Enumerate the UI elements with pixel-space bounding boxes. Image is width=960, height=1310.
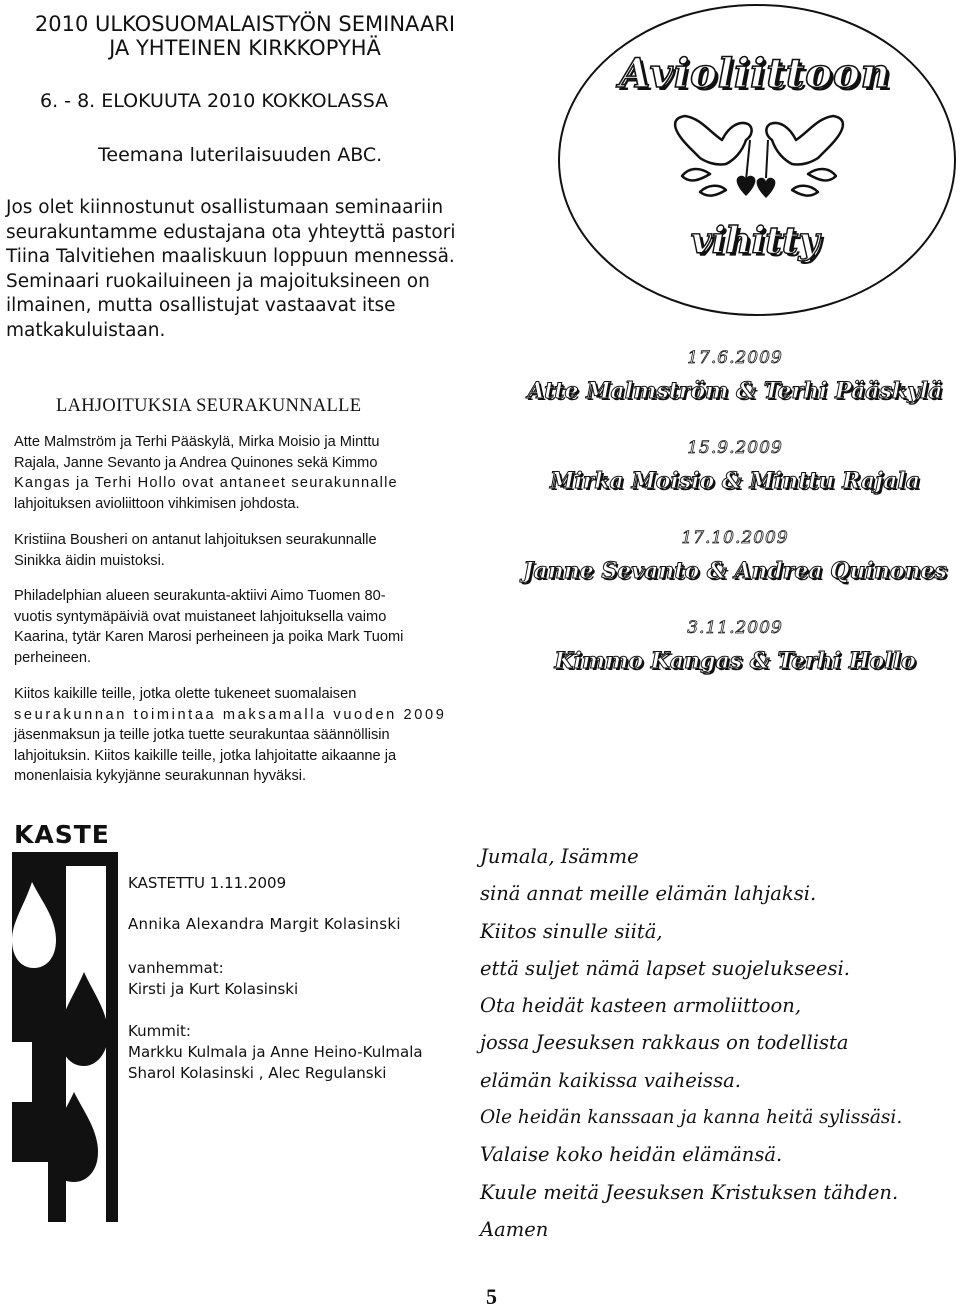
baptism-date: KASTETTU 1.11.2009 (128, 874, 287, 892)
prayer-line: jossa Jeesuksen rakkaus on todellista (480, 1031, 849, 1055)
prayer-line: Jumala, Isämme (480, 845, 639, 868)
wedding-date: 15.9.2009 (687, 438, 783, 458)
baptism-prayer (480, 838, 958, 1248)
prayer-line: Ole heidän kanssaan ja kanna heitä sylissäsi. (480, 1107, 903, 1129)
donations-line: seurakunnan toimintaa maksamalla vuoden 2009 (14, 706, 447, 723)
baptism-godparents-label: Kummit: (128, 1022, 191, 1040)
donations-line: perheineen. (14, 649, 92, 666)
prayer-line: sinä annat meille elämän lahjaksi. (480, 882, 817, 906)
baptism-child-name: Annika Alexandra Margit Kolasinski (128, 915, 401, 933)
donations-line: lahjoituksin. Kiitos kaikille teille, jotka lahjoitatte aikaanne ja (14, 747, 397, 764)
wedding-date: 3.11.2009 (687, 618, 783, 638)
baptism-parents-label: vanhemmat: (128, 959, 224, 977)
prayer-line: Kiitos sinulle siitä, (480, 919, 663, 943)
marriage-subtitle: vihitty (690, 220, 820, 262)
seminar-body-line: ilmainen, mutta osallistujat vastaavat itse (6, 295, 396, 316)
wedding-couple: Mirka Moisio & Minttu Rajala (550, 468, 920, 494)
donations-line: jäsenmaksun ja teille jotka tuette seurakuntaa säännöllisin (14, 727, 390, 743)
donations-paragraph (14, 684, 464, 787)
donations-line: monenlaisia kykyjänne seurakunnan hyväksi. (14, 768, 307, 784)
donations-line: lahjoituksen avioliittoon vihkimisen johdosta. (14, 495, 300, 512)
donations-line: vuotis syntymäpäiviä ovat muistaneet lahjoituksella vaimo (14, 608, 387, 625)
marriage-title: Avioliittoon (619, 50, 891, 97)
wedding-couple: Kimmo Kangas & Terhi Hollo (554, 648, 916, 674)
seminar-body-line: matkakuluistaan. (6, 319, 166, 341)
seminar-body (6, 196, 476, 343)
donations-heading: LAHJOITUKSIA SEURAKUNNALLE (56, 396, 362, 416)
baptism-parents: Kirsti ja Kurt Kolasinski (128, 980, 299, 998)
donations-line: Kaarina, tytär Karen Marosi perheineen ja poika Mark Tuomi (14, 629, 404, 645)
donations-line: Atte Malmström ja Terhi Pääskylä, Mirka Moisio ja Minttu (14, 434, 380, 450)
donations-line: Kangas ja Terhi Hollo ovat antaneet seurakunnalle (14, 475, 398, 491)
baptism-label: KASTE (14, 820, 110, 849)
prayer-line: elämän kaikissa vaiheissa. (480, 1068, 741, 1092)
prayer-line: Valaise koko heidän elämänsä. (480, 1143, 783, 1167)
donations-paragraph (14, 432, 464, 514)
page-number: 5 (486, 1284, 497, 1309)
prayer-line: Ota heidät kasteen armoliittoon, (480, 994, 802, 1018)
baptism-godparents: Sharol Kolasinski , Alec Regulanski (128, 1064, 387, 1082)
wedding-couple: Janne Sevanto & Andrea Quinones (523, 558, 947, 584)
seminar-date: 6. - 8. ELOKUUTA 2010 KOKKOLASSA (40, 90, 389, 112)
prayer-line: että suljet nämä lapset suojelukseesi. (480, 956, 850, 980)
donations-line: Kristiina Bousheri on antanut lahjoituksen seurakunnalle (14, 532, 377, 548)
donations-line: Kiitos kaikille teille, jotka olette tukeneet suomalaisen (14, 686, 357, 702)
heart-icon (757, 178, 776, 198)
prayer-line: Aamen (480, 1217, 549, 1241)
seminar-title-line: 2010 ULKOSUOMALAISTYÖN SEMINAARI (34, 12, 456, 36)
donations-paragraph (14, 586, 464, 668)
seminar-body-line: Tiina Talvitiehen maaliskuun loppuun mennessä. (6, 246, 455, 267)
seminar-body-line: Jos olet kiinnostunut osallistumaan seminaariin (6, 197, 444, 218)
seminar-body-line: Seminaari ruokailuineen ja majoituksineen on (6, 270, 430, 292)
seminar-body-line: seurakuntamme edustajana ota yhteyttä pastori (6, 221, 456, 243)
seminar-title (10, 12, 480, 60)
seminar-theme: Teemana luterilaisuuden ABC. (98, 144, 383, 166)
seminar-title-line: JA YHTEINEN KIRKKOPYHÄ (109, 36, 381, 60)
wedding-couple: Atte Malmström & Terhi Pääskylä (527, 378, 943, 404)
wedding-date: 17.6.2009 (687, 348, 783, 368)
donations-line: Philadelphian alueen seurakunta-aktiivi Aimo Tuomen 80- (14, 588, 386, 604)
baptism-godparents: Markku Kulmala ja Anne Heino-Kulmala (128, 1043, 423, 1061)
donations-line: Rajala, Janne Sevanto ja Andrea Quinones sekä Kimmo (14, 454, 378, 471)
wedding-date: 17.10.2009 (681, 528, 789, 548)
donations-line: Sinikka äidin muistoksi. (14, 552, 165, 569)
baptism-artwork (12, 822, 118, 1222)
donations-paragraph (14, 530, 464, 571)
prayer-line: Kuule meitä Jeesuksen Kristuksen tähden. (480, 1180, 899, 1204)
